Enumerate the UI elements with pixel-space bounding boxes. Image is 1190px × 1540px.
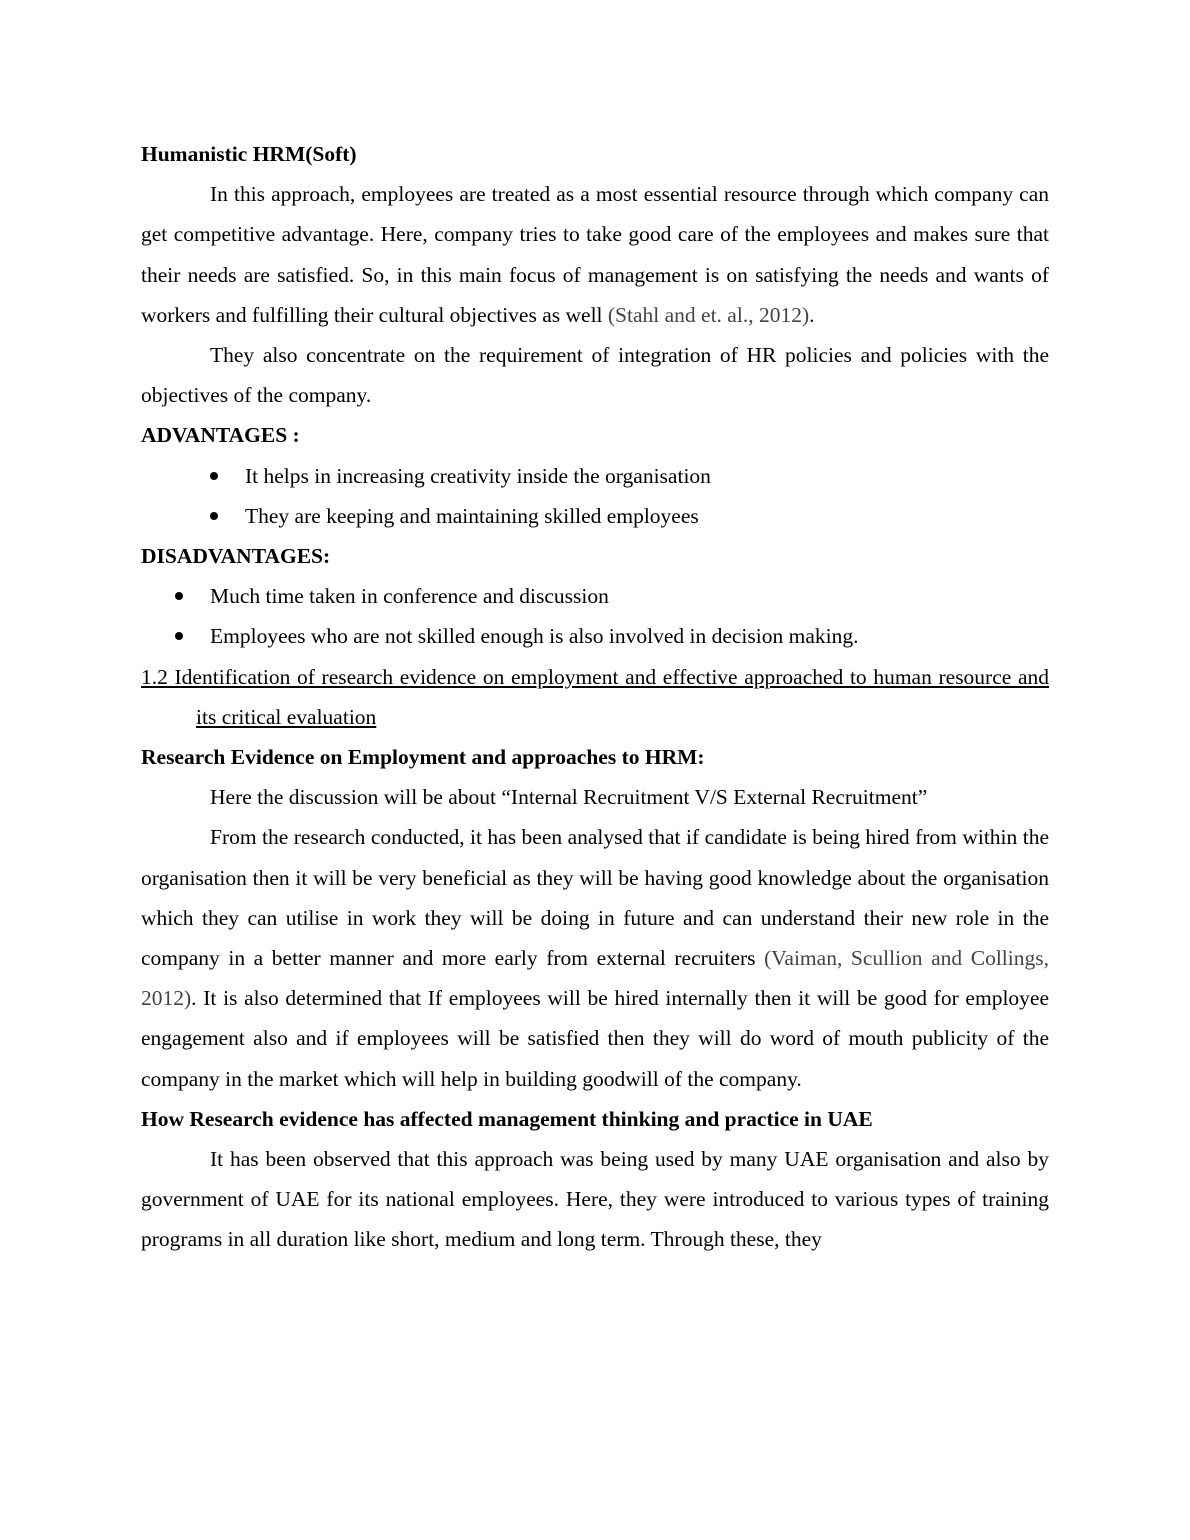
- list-item: [141, 616, 1049, 656]
- paragraph-text-continued: . It is also determined that If employees will be hired internally then it will be good for employee engagement also and if employees will be satisfied then they will do word of mouth publicity of the company in the market which will help in building goodwill of the company.: [141, 986, 1049, 1091]
- document-page: [141, 134, 1049, 1260]
- list-item: [141, 456, 1049, 496]
- paragraph-discussion: Here the discussion will be about “Internal Recruitment V/S External Recruitment”: [210, 785, 928, 810]
- paragraph-text: In this approach, employees are treated as a most essential resource through which company can get competitive advantage. Here, company tries to take good care of the employees and makes sure that their needs are satisfied. So, in this main focus of management is on satisfying the needs and wants of workers and fulfilling their cultural objectives as well: [141, 182, 1049, 327]
- paragraph-soft-approach: [141, 174, 1049, 335]
- paragraph-uae: It has been observed that this approach was being used by many UAE organisation and also by government of UAE for its national employees. Here, they were introduced to various types of training programs in all duration like short, medium and long term. Through these, they: [141, 1147, 1049, 1252]
- bullet-icon: [210, 512, 218, 520]
- list-item-text: Much time taken in conference and discussion: [210, 584, 609, 609]
- bullet-icon: [175, 592, 183, 600]
- bullet-icon: [210, 472, 218, 480]
- heading-advantages: ADVANTAGES :: [141, 423, 300, 448]
- section-title-1-2: 1.2 Identification of research evidence on employment and effective approached to human resource and its critical evaluation: [141, 664, 1049, 729]
- citation-stahl: (Stahl and et. al., 2012): [607, 302, 810, 327]
- advantages-list: [141, 456, 1049, 536]
- citation-vaiman: (Vaiman, Scullion and Collings, 2012): [141, 946, 1049, 1011]
- heading-disadvantages: DISADVANTAGES:: [141, 544, 331, 568]
- heading-research-evidence: Research Evidence on Employment and approaches to HRM:: [141, 744, 705, 769]
- bullet-icon: [175, 632, 183, 640]
- paragraph-research-findings: [141, 817, 1049, 1098]
- list-item-text: It helps in increasing creativity inside the organisation: [245, 463, 711, 488]
- list-item-text: Employees who are not skilled enough is also involved in decision making.: [210, 624, 859, 649]
- heading-uae: How Research evidence has affected management thinking and practice in UAE: [141, 1106, 873, 1131]
- heading-humanistic-hrm: Humanistic HRM(Soft): [141, 142, 357, 166]
- list-item-text: They are keeping and maintaining skilled employees: [245, 503, 699, 528]
- list-item: [141, 576, 1049, 616]
- list-item: [141, 496, 1049, 536]
- paragraph-end: .: [809, 302, 815, 327]
- paragraph-text: From the research conducted, it has been analysed that if candidate is being hired from within the organisation then it will be very beneficial as they will be having good knowledge about the organisation which they can utilise in work they will be doing in future and can understand their new role in the company in a better manner and more early from external recruiters: [141, 825, 1049, 970]
- disadvantages-list: [141, 576, 1049, 656]
- paragraph-integration: They also concentrate on the requirement of integration of HR policies and policies with the objectives of the company.: [141, 343, 1049, 408]
